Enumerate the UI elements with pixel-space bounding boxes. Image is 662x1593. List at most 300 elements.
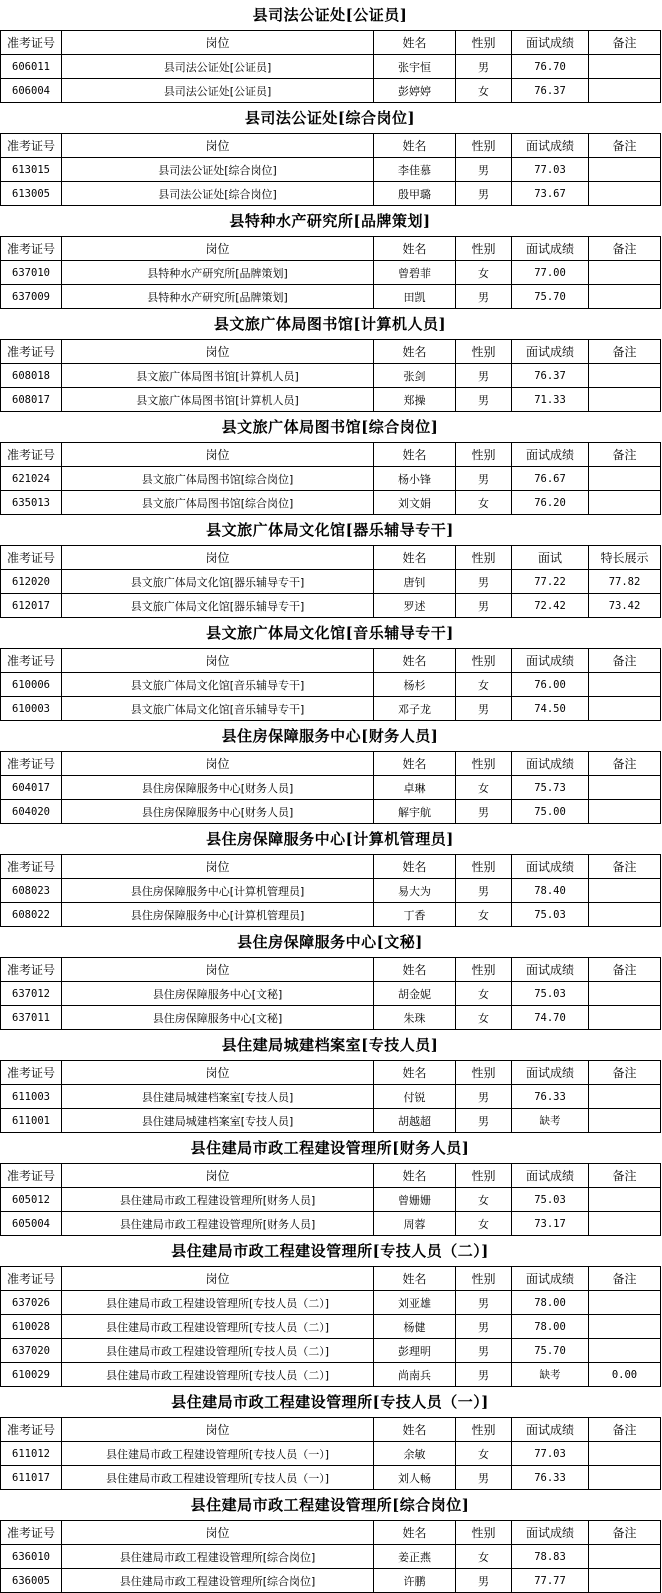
header-row — [1, 1267, 661, 1291]
remark-cell — [589, 285, 661, 309]
section-title: 县司法公证处[综合岗位] — [244, 109, 416, 127]
gender-cell: 男 — [456, 1291, 512, 1315]
score-table — [0, 1417, 661, 1490]
table-row — [1, 79, 661, 103]
remark-cell — [589, 1569, 661, 1593]
exam-number-cell: 613015 — [1, 158, 62, 182]
column-header-remark: 备注 — [589, 134, 661, 158]
remark-cell — [589, 673, 661, 697]
name-cell: 丁香 — [374, 903, 456, 927]
gender-cell: 男 — [456, 285, 512, 309]
name-cell: 余敏 — [374, 1442, 456, 1466]
table-row — [1, 903, 661, 927]
score-cell: 75.70 — [512, 285, 589, 309]
position-cell: 县司法公证处[公证员] — [62, 55, 374, 79]
section — [0, 103, 660, 206]
position-cell: 县住建局城建档案室[专技人员] — [62, 1085, 374, 1109]
column-header-gender: 性别 — [456, 546, 512, 570]
remark-cell — [589, 55, 661, 79]
section-title: 县住房保障服务中心[计算机管理员] — [206, 830, 454, 848]
name-cell: 彭理明 — [374, 1339, 456, 1363]
header-row — [1, 752, 661, 776]
section-title: 县文旅广体局图书馆[计算机人员] — [213, 315, 447, 333]
column-header-remark: 备注 — [589, 855, 661, 879]
position-cell: 县住建局市政工程建设管理所[专技人员（一）] — [62, 1442, 374, 1466]
table-row — [1, 55, 661, 79]
header-row — [1, 237, 661, 261]
column-header-exam-number: 准考证号 — [1, 546, 62, 570]
table-row — [1, 1212, 661, 1236]
column-header-name: 姓名 — [374, 1267, 456, 1291]
column-header-exam-number: 准考证号 — [1, 752, 62, 776]
name-cell: 田凯 — [374, 285, 456, 309]
position-cell: 县住建局市政工程建设管理所[专技人员（二）] — [62, 1363, 374, 1387]
remark-cell — [589, 388, 661, 412]
column-header-gender: 性别 — [456, 443, 512, 467]
section — [0, 721, 660, 824]
score-cell: 72.42 — [512, 594, 589, 618]
column-header-remark: 备注 — [589, 443, 661, 467]
exam-number-cell: 611017 — [1, 1466, 62, 1490]
column-header-gender: 性别 — [456, 649, 512, 673]
column-header-score: 面试成绩 — [512, 958, 589, 982]
score-table — [0, 957, 661, 1030]
column-header-score: 面试成绩 — [512, 134, 589, 158]
score-cell: 75.03 — [512, 903, 589, 927]
name-cell: 刘亚雄 — [374, 1291, 456, 1315]
score-table — [0, 236, 661, 309]
column-header-name: 姓名 — [374, 443, 456, 467]
exam-number-cell: 608018 — [1, 364, 62, 388]
column-header-score: 面试成绩 — [512, 855, 589, 879]
name-cell: 刘文娟 — [374, 491, 456, 515]
remark-cell — [589, 158, 661, 182]
section-title: 县特种水产研究所[品牌策划] — [229, 212, 431, 230]
table-row — [1, 697, 661, 721]
column-header-gender: 性别 — [456, 237, 512, 261]
score-table — [0, 133, 661, 206]
gender-cell: 女 — [456, 903, 512, 927]
column-header-position: 岗位 — [62, 1418, 374, 1442]
column-header-gender: 性别 — [456, 1267, 512, 1291]
position-cell: 县住房保障服务中心[财务人员] — [62, 776, 374, 800]
score-cell: 77.22 — [512, 570, 589, 594]
exam-number-cell: 637011 — [1, 1006, 62, 1030]
position-cell: 县住建局市政工程建设管理所[专技人员（二）] — [62, 1339, 374, 1363]
remark-cell — [589, 491, 661, 515]
table-row — [1, 1006, 661, 1030]
gender-cell: 男 — [456, 1466, 512, 1490]
column-header-remark: 备注 — [589, 1164, 661, 1188]
column-header-name: 姓名 — [374, 649, 456, 673]
header-row — [1, 649, 661, 673]
exam-number-cell: 636010 — [1, 1545, 62, 1569]
position-cell: 县司法公证处[公证员] — [62, 79, 374, 103]
score-cell: 缺考 — [512, 1109, 589, 1133]
gender-cell: 女 — [456, 79, 512, 103]
column-header-name: 姓名 — [374, 340, 456, 364]
position-cell: 县司法公证处[综合岗位] — [62, 158, 374, 182]
column-header-position: 岗位 — [62, 958, 374, 982]
column-header-remark: 备注 — [589, 958, 661, 982]
column-header-remark: 备注 — [589, 31, 661, 55]
gender-cell: 男 — [456, 1339, 512, 1363]
column-header-gender: 性别 — [456, 752, 512, 776]
gender-cell: 女 — [456, 261, 512, 285]
column-header-exam-number: 准考证号 — [1, 1061, 62, 1085]
position-cell: 县住建局市政工程建设管理所[专技人员（二）] — [62, 1291, 374, 1315]
remark-cell — [589, 1466, 661, 1490]
remark-cell — [589, 1442, 661, 1466]
header-row — [1, 340, 661, 364]
exam-number-cell: 613005 — [1, 182, 62, 206]
name-cell: 尚南兵 — [374, 1363, 456, 1387]
score-cell: 77.77 — [512, 1569, 589, 1593]
gender-cell: 女 — [456, 1188, 512, 1212]
score-table — [0, 854, 661, 927]
column-header-remark: 备注 — [589, 340, 661, 364]
remark-cell — [589, 903, 661, 927]
exam-number-cell: 635013 — [1, 491, 62, 515]
remark-cell — [589, 776, 661, 800]
score-cell: 74.70 — [512, 1006, 589, 1030]
name-cell: 许鹏 — [374, 1569, 456, 1593]
name-cell: 卓琳 — [374, 776, 456, 800]
position-cell: 县文旅广体局文化馆[音乐辅导专干] — [62, 673, 374, 697]
header-row — [1, 546, 661, 570]
score-table — [0, 339, 661, 412]
exam-number-cell: 611001 — [1, 1109, 62, 1133]
column-header-position: 岗位 — [62, 649, 374, 673]
table-row — [1, 364, 661, 388]
score-cell: 78.40 — [512, 879, 589, 903]
remark-cell — [589, 1315, 661, 1339]
table-row — [1, 800, 661, 824]
header-row — [1, 31, 661, 55]
column-header-position: 岗位 — [62, 237, 374, 261]
exam-number-cell: 608022 — [1, 903, 62, 927]
column-header-name: 姓名 — [374, 546, 456, 570]
section-title: 县住房保障服务中心[财务人员] — [221, 727, 439, 745]
gender-cell: 男 — [456, 570, 512, 594]
header-row — [1, 443, 661, 467]
column-header-exam-number: 准考证号 — [1, 649, 62, 673]
remark-cell — [589, 1109, 661, 1133]
exam-number-cell: 637012 — [1, 982, 62, 1006]
exam-number-cell: 610006 — [1, 673, 62, 697]
column-header-gender: 性别 — [456, 958, 512, 982]
column-header-position: 岗位 — [62, 1521, 374, 1545]
position-cell: 县住建局市政工程建设管理所[财务人员] — [62, 1188, 374, 1212]
position-cell: 县住房保障服务中心[文秘] — [62, 982, 374, 1006]
column-header-name: 姓名 — [374, 1521, 456, 1545]
column-header-score: 面试成绩 — [512, 443, 589, 467]
score-cell: 缺考 — [512, 1363, 589, 1387]
score-cell: 78.83 — [512, 1545, 589, 1569]
gender-cell: 男 — [456, 364, 512, 388]
section-title: 县文旅广体局文化馆[器乐辅导专干] — [206, 521, 454, 539]
score-cell: 73.17 — [512, 1212, 589, 1236]
score-cell: 76.20 — [512, 491, 589, 515]
gender-cell: 男 — [456, 55, 512, 79]
exam-number-cell: 605004 — [1, 1212, 62, 1236]
name-cell: 易大为 — [374, 879, 456, 903]
gender-cell: 男 — [456, 388, 512, 412]
exam-number-cell: 606004 — [1, 79, 62, 103]
remark-cell — [589, 800, 661, 824]
section-title: 县司法公证处[公证员] — [252, 6, 408, 24]
column-header-position: 岗位 — [62, 752, 374, 776]
name-cell: 李佳慕 — [374, 158, 456, 182]
remark-cell: 77.82 — [589, 570, 661, 594]
name-cell: 罗述 — [374, 594, 456, 618]
remark-cell — [589, 1339, 661, 1363]
column-header-score: 面试成绩 — [512, 31, 589, 55]
remark-cell: 73.42 — [589, 594, 661, 618]
table-row — [1, 1569, 661, 1593]
gender-cell: 女 — [456, 1442, 512, 1466]
column-header-remark: 备注 — [589, 237, 661, 261]
exam-number-cell: 637010 — [1, 261, 62, 285]
name-cell: 付锐 — [374, 1085, 456, 1109]
position-cell: 县文旅广体局文化馆[器乐辅导专干] — [62, 594, 374, 618]
column-header-name: 姓名 — [374, 1418, 456, 1442]
header-row — [1, 1164, 661, 1188]
position-cell: 县司法公证处[综合岗位] — [62, 182, 374, 206]
name-cell: 彭婷婷 — [374, 79, 456, 103]
column-header-position: 岗位 — [62, 1164, 374, 1188]
exam-number-cell: 604017 — [1, 776, 62, 800]
gender-cell: 男 — [456, 800, 512, 824]
name-cell: 解宇航 — [374, 800, 456, 824]
gender-cell: 女 — [456, 1006, 512, 1030]
gender-cell: 男 — [456, 158, 512, 182]
exam-number-cell: 605012 — [1, 1188, 62, 1212]
section — [0, 515, 660, 618]
column-header-position: 岗位 — [62, 1061, 374, 1085]
position-cell: 县文旅广体局文化馆[音乐辅导专干] — [62, 697, 374, 721]
position-cell: 县住建局城建档案室[专技人员] — [62, 1109, 374, 1133]
column-header-name: 姓名 — [374, 1164, 456, 1188]
section-title: 县住房保障服务中心[文秘] — [237, 933, 423, 951]
score-cell: 78.00 — [512, 1291, 589, 1315]
table-row — [1, 982, 661, 1006]
remark-cell — [589, 879, 661, 903]
column-header-remark: 备注 — [589, 1521, 661, 1545]
gender-cell: 男 — [456, 594, 512, 618]
name-cell: 郑操 — [374, 388, 456, 412]
score-cell: 71.33 — [512, 388, 589, 412]
column-header-exam-number: 准考证号 — [1, 1418, 62, 1442]
name-cell: 邓子龙 — [374, 697, 456, 721]
remark-cell — [589, 1188, 661, 1212]
name-cell: 曾碧菲 — [374, 261, 456, 285]
position-cell: 县住建局市政工程建设管理所[专技人员（一）] — [62, 1466, 374, 1490]
column-header-exam-number: 准考证号 — [1, 134, 62, 158]
table-row — [1, 491, 661, 515]
remark-cell — [589, 364, 661, 388]
gender-cell: 男 — [456, 1085, 512, 1109]
score-cell: 77.03 — [512, 158, 589, 182]
table-row — [1, 1188, 661, 1212]
section — [0, 824, 660, 927]
column-header-gender: 性别 — [456, 1164, 512, 1188]
position-cell: 县文旅广体局图书馆[计算机人员] — [62, 388, 374, 412]
column-header-name: 姓名 — [374, 237, 456, 261]
column-header-score: 面试成绩 — [512, 752, 589, 776]
exam-number-cell: 611012 — [1, 1442, 62, 1466]
name-cell: 胡金妮 — [374, 982, 456, 1006]
position-cell: 县住房保障服务中心[计算机管理员] — [62, 903, 374, 927]
gender-cell: 女 — [456, 982, 512, 1006]
column-header-position: 岗位 — [62, 546, 374, 570]
remark-cell — [589, 697, 661, 721]
score-table — [0, 751, 661, 824]
column-header-exam-number: 准考证号 — [1, 958, 62, 982]
column-header-gender: 性别 — [456, 340, 512, 364]
gender-cell: 女 — [456, 776, 512, 800]
score-cell: 76.67 — [512, 467, 589, 491]
score-table — [0, 1163, 661, 1236]
remark-cell — [589, 261, 661, 285]
remark-cell — [589, 982, 661, 1006]
remark-cell — [589, 467, 661, 491]
position-cell: 县特种水产研究所[品牌策划] — [62, 285, 374, 309]
gender-cell: 男 — [456, 697, 512, 721]
table-row — [1, 1466, 661, 1490]
column-header-position: 岗位 — [62, 340, 374, 364]
exam-number-cell: 608023 — [1, 879, 62, 903]
exam-number-cell: 610029 — [1, 1363, 62, 1387]
score-cell: 75.03 — [512, 1188, 589, 1212]
name-cell: 曾姗姗 — [374, 1188, 456, 1212]
column-header-name: 姓名 — [374, 958, 456, 982]
name-cell: 杨小锋 — [374, 467, 456, 491]
position-cell: 县文旅广体局文化馆[器乐辅导专干] — [62, 570, 374, 594]
gender-cell: 女 — [456, 673, 512, 697]
position-cell: 县住房保障服务中心[文秘] — [62, 1006, 374, 1030]
section-title: 县住建局市政工程建设管理所[专技人员（二）] — [171, 1242, 489, 1260]
table-row — [1, 1363, 661, 1387]
column-header-position: 岗位 — [62, 1267, 374, 1291]
column-header-remark: 特长展示 — [589, 546, 661, 570]
table-row — [1, 776, 661, 800]
score-cell: 78.00 — [512, 1315, 589, 1339]
table-row — [1, 158, 661, 182]
score-cell: 77.03 — [512, 1442, 589, 1466]
section — [0, 309, 660, 412]
exam-number-cell: 621024 — [1, 467, 62, 491]
gender-cell: 男 — [456, 879, 512, 903]
section-title: 县住建局市政工程建设管理所[专技人员（一）] — [171, 1393, 489, 1411]
column-header-score: 面试成绩 — [512, 649, 589, 673]
score-table — [0, 1060, 661, 1133]
remark-cell — [589, 182, 661, 206]
section — [0, 927, 660, 1030]
exam-number-cell: 612020 — [1, 570, 62, 594]
exam-number-cell: 637009 — [1, 285, 62, 309]
column-header-position: 岗位 — [62, 443, 374, 467]
section-title: 县住建局城建档案室[专技人员] — [221, 1036, 439, 1054]
remark-cell — [589, 1085, 661, 1109]
column-header-score: 面试成绩 — [512, 237, 589, 261]
column-header-exam-number: 准考证号 — [1, 1267, 62, 1291]
column-header-exam-number: 准考证号 — [1, 340, 62, 364]
name-cell: 殷甲璐 — [374, 182, 456, 206]
exam-number-cell: 610003 — [1, 697, 62, 721]
column-header-gender: 性别 — [456, 1521, 512, 1545]
score-table — [0, 30, 661, 103]
score-cell: 75.73 — [512, 776, 589, 800]
column-header-exam-number: 准考证号 — [1, 1164, 62, 1188]
score-cell: 75.03 — [512, 982, 589, 1006]
table-row — [1, 1315, 661, 1339]
gender-cell: 男 — [456, 1109, 512, 1133]
exam-number-cell: 637026 — [1, 1291, 62, 1315]
header-row — [1, 1521, 661, 1545]
exam-number-cell: 636005 — [1, 1569, 62, 1593]
score-table — [0, 648, 661, 721]
section — [0, 1387, 660, 1490]
score-cell: 75.00 — [512, 800, 589, 824]
exam-number-cell: 637020 — [1, 1339, 62, 1363]
gender-cell: 女 — [456, 491, 512, 515]
name-cell: 刘人畅 — [374, 1466, 456, 1490]
name-cell: 杨健 — [374, 1315, 456, 1339]
column-header-score: 面试成绩 — [512, 1164, 589, 1188]
score-cell: 76.33 — [512, 1085, 589, 1109]
name-cell: 姜正燕 — [374, 1545, 456, 1569]
column-header-gender: 性别 — [456, 855, 512, 879]
section — [0, 412, 660, 515]
column-header-score: 面试成绩 — [512, 1267, 589, 1291]
score-cell: 76.37 — [512, 364, 589, 388]
remark-cell — [589, 1291, 661, 1315]
column-header-remark: 备注 — [589, 1061, 661, 1085]
column-header-name: 姓名 — [374, 1061, 456, 1085]
column-header-remark: 备注 — [589, 1267, 661, 1291]
column-header-name: 姓名 — [374, 134, 456, 158]
column-header-position: 岗位 — [62, 855, 374, 879]
position-cell: 县住房保障服务中心[财务人员] — [62, 800, 374, 824]
column-header-score: 面试成绩 — [512, 1521, 589, 1545]
name-cell: 张剑 — [374, 364, 456, 388]
table-row — [1, 594, 661, 618]
section — [0, 1236, 660, 1387]
position-cell: 县文旅广体局图书馆[综合岗位] — [62, 491, 374, 515]
column-header-gender: 性别 — [456, 1061, 512, 1085]
exam-number-cell: 604020 — [1, 800, 62, 824]
table-row — [1, 879, 661, 903]
section — [0, 0, 660, 103]
position-cell: 县文旅广体局图书馆[计算机人员] — [62, 364, 374, 388]
column-header-score: 面试 — [512, 546, 589, 570]
header-row — [1, 1061, 661, 1085]
column-header-gender: 性别 — [456, 1418, 512, 1442]
table-row — [1, 1109, 661, 1133]
position-cell: 县文旅广体局图书馆[综合岗位] — [62, 467, 374, 491]
column-header-exam-number: 准考证号 — [1, 855, 62, 879]
table-row — [1, 1085, 661, 1109]
table-row — [1, 673, 661, 697]
remark-cell — [589, 1212, 661, 1236]
score-cell: 76.33 — [512, 1466, 589, 1490]
column-header-position: 岗位 — [62, 31, 374, 55]
table-row — [1, 1291, 661, 1315]
column-header-name: 姓名 — [374, 855, 456, 879]
section — [0, 618, 660, 721]
gender-cell: 女 — [456, 1545, 512, 1569]
